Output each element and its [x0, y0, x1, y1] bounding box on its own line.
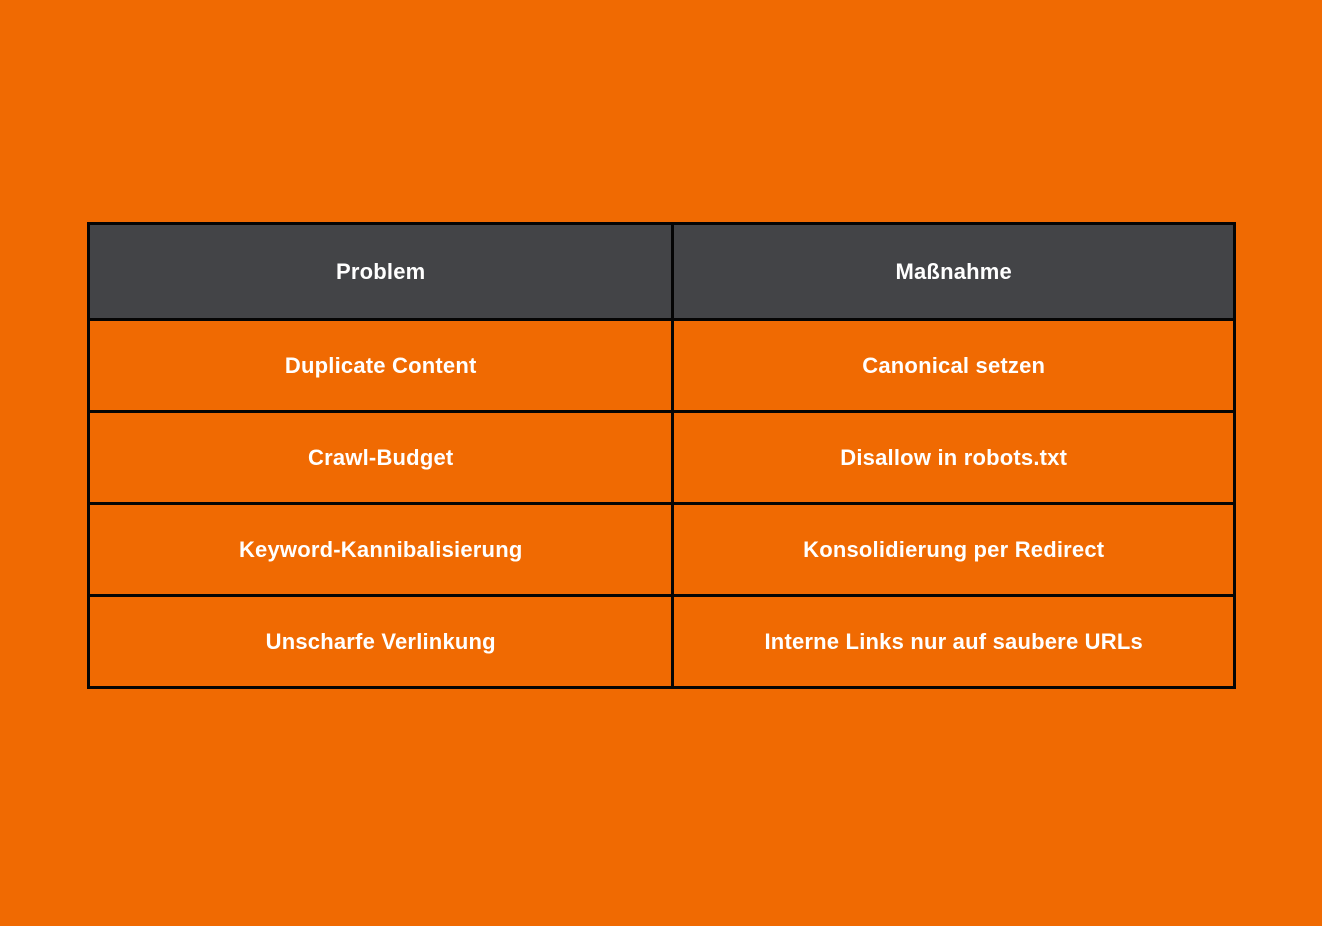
massnahme-cell: Interne Links nur auf saubere URLs	[673, 596, 1235, 688]
massnahme-cell: Canonical setzen	[673, 320, 1235, 412]
massnahme-cell: Konsolidierung per Redirect	[673, 504, 1235, 596]
problem-cell: Crawl-Budget	[89, 412, 673, 504]
table-row	[89, 412, 1235, 504]
table-row	[89, 504, 1235, 596]
problem-cell: Keyword-Kannibalisierung	[89, 504, 673, 596]
massnahme-cell: Disallow in robots.txt	[673, 412, 1235, 504]
column-header-massnahme: Maßnahme	[673, 224, 1235, 320]
table-row	[89, 320, 1235, 412]
table-header-row	[89, 224, 1235, 320]
problem-cell: Duplicate Content	[89, 320, 673, 412]
problem-massnahme-table	[87, 222, 1236, 689]
column-header-problem: Problem	[89, 224, 673, 320]
table-row	[89, 596, 1235, 688]
problem-cell: Unscharfe Verlinkung	[89, 596, 673, 688]
